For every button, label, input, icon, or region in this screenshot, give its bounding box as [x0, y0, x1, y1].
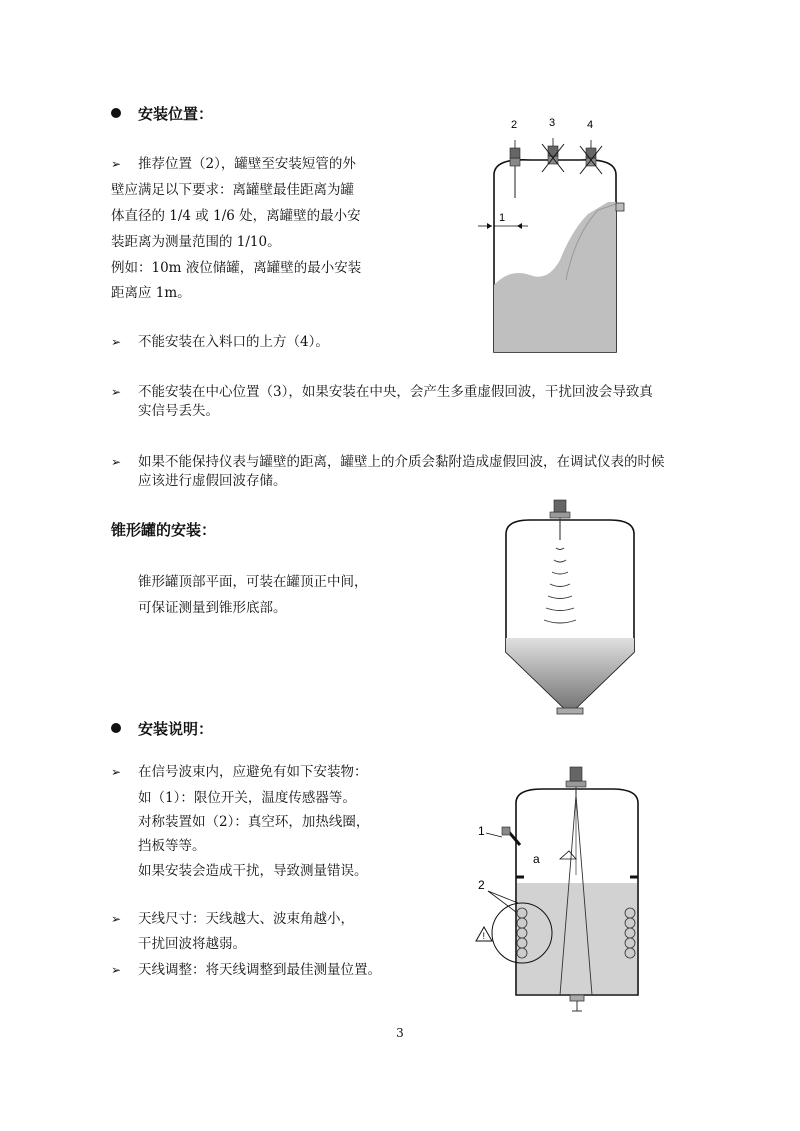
- heading-bullet: [111, 108, 121, 118]
- list-item: 不能安装在入料口的上方（4）。: [138, 334, 329, 350]
- para-line: 壁应满足以下要求：离罐壁最佳距离为罐: [111, 182, 354, 198]
- list-item-line: 天线尺寸：天线越大、波束角越小，: [138, 911, 354, 927]
- section-heading-cone-tank: 锥形罐的安装：: [111, 521, 217, 539]
- fig-label-a: a: [533, 852, 540, 866]
- beam-obstruction-diagram: [472, 755, 647, 1015]
- warning-icon: !: [482, 931, 486, 941]
- list-item-line: 干扰回波将越弱。: [138, 936, 246, 952]
- list-item-line: 如果不能保持仪表与罐壁的距离，罐壁上的介质会黏附造成虚假回波，在调试仪表的时候: [138, 454, 665, 470]
- tank-mounting-position-diagram: [470, 110, 630, 355]
- list-item-line: 不能安装在中心位置（3），如果安装在中央，会产生多重虚假回波，干扰回波会导致真: [138, 384, 653, 400]
- arrow-bullet-icon: ➢: [111, 912, 122, 926]
- fig-label-2: 2: [511, 119, 518, 131]
- arrow-bullet-icon: ➢: [111, 765, 122, 779]
- list-item-line: 天线调整：将天线调整到最佳测量位置。: [138, 962, 381, 978]
- para-line: 距离应 1m。: [111, 285, 191, 301]
- list-item-line: 应该进行虚假回波存储。: [138, 473, 287, 489]
- page-number: 3: [396, 1026, 404, 1040]
- arrow-bullet-icon: ➢: [111, 157, 122, 171]
- arrow-bullet-icon: ➢: [111, 385, 122, 399]
- para-line: 装距离为测量范围的 1/10。: [111, 234, 281, 250]
- fig-label-2: 2: [478, 878, 485, 892]
- para-line: 锥形罐顶部平面，可装在罐顶正中间，: [138, 574, 368, 590]
- list-item-line: 对称装置如（2）：真空环，加热线圈，: [138, 814, 370, 830]
- fig-label-1: 1: [478, 824, 485, 838]
- para-line: 推荐位置（2），罐壁至安装短管的外: [138, 156, 356, 172]
- heading-bullet: [111, 723, 121, 733]
- list-item-line: 在信号波束内，应避免有如下安装物：: [138, 764, 368, 780]
- arrow-bullet-icon: ➢: [111, 963, 122, 977]
- para-line: 可保证测量到锥形底部。: [138, 600, 287, 616]
- cone-tank-diagram: [500, 490, 640, 720]
- list-item-line: 如（1）：限位开关，温度传感器等。: [138, 790, 356, 806]
- arrow-bullet-icon: ➢: [111, 455, 122, 469]
- fig-label-3: 3: [549, 117, 556, 129]
- section-heading-install-notes: 安装说明：: [138, 720, 214, 738]
- para-line: 例如：10m 液位储罐，离罐壁的最小安装: [111, 260, 362, 276]
- list-item-line: 实信号丢失。: [138, 403, 219, 419]
- fig-label-1: 1: [499, 212, 506, 224]
- arrow-bullet-icon: ➢: [111, 335, 122, 349]
- section-heading-install-position: 安装位置：: [138, 105, 214, 123]
- list-item-line: 如果安装会造成干扰，导致测量错误。: [138, 863, 368, 879]
- para-line: 体直径的 1/4 或 1/6 处，离罐壁的最小安: [111, 208, 361, 224]
- list-item-line: 挡板等等。: [138, 838, 206, 854]
- fig-label-4: 4: [587, 119, 594, 131]
